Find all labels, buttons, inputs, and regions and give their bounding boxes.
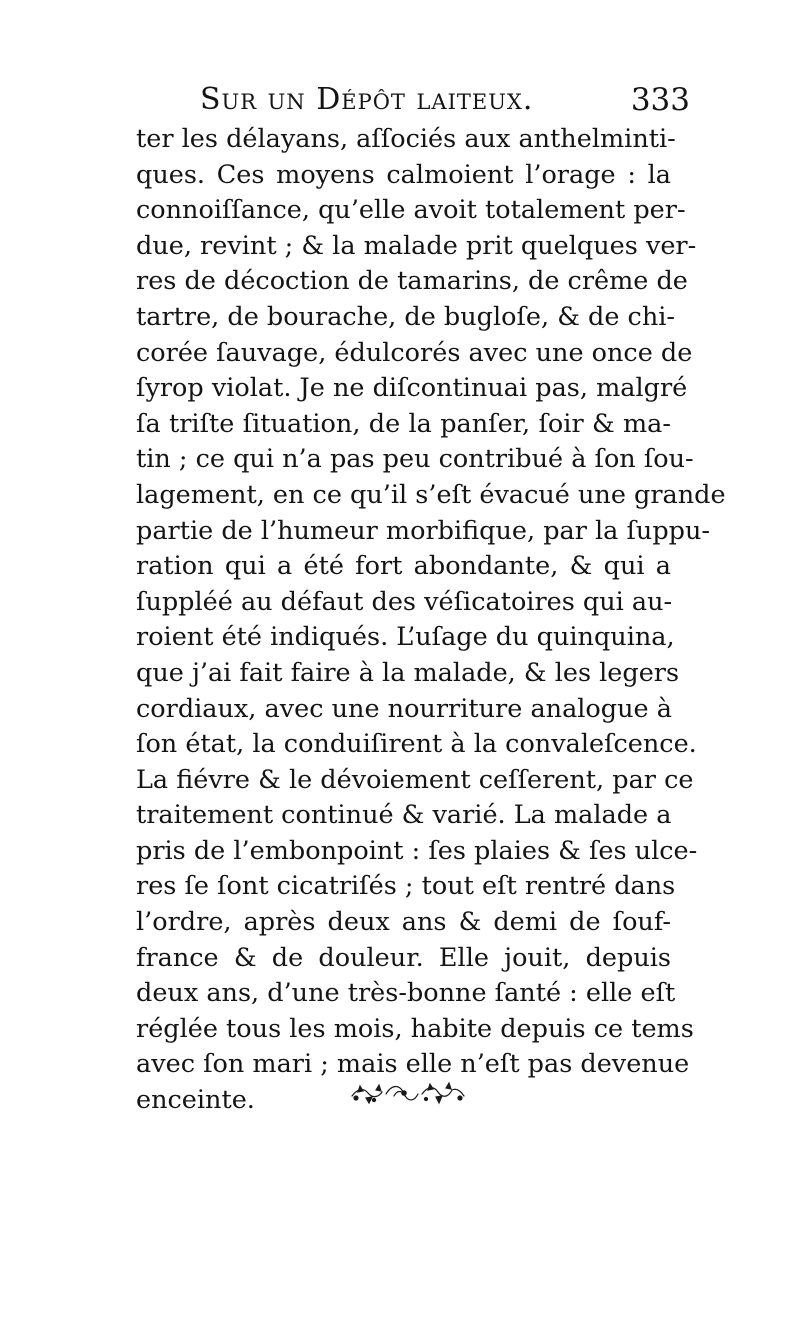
text-line: cordiaux, avec une nourriture analogue à bbox=[136, 693, 672, 724]
text-line: tin ; ce qui n’a pas peu contribué à ſon ſou- bbox=[136, 444, 694, 475]
text-line: ques. Ces moyens calmoient l’orage : la bbox=[136, 159, 671, 190]
text-line: que j’ai fait faire à la malade, & les legers bbox=[136, 657, 680, 688]
text-line: res de décoction de tamarins, de crême de bbox=[136, 266, 688, 297]
page-number: 333 bbox=[630, 82, 690, 118]
text-line: réglée tous les mois, habite depuis ce tems bbox=[136, 1013, 694, 1044]
text-line: avec ſon mari ; mais elle n’eſt pas devenue bbox=[136, 1049, 690, 1080]
running-head bbox=[200, 82, 690, 122]
text-line: pris de l’embonpoint : ſes plaies & ſes ulce- bbox=[136, 835, 698, 866]
text-line: france & de douleur. Elle jouit, depuis bbox=[136, 942, 671, 973]
text-line: ration qui a été fort abondante, & qui a bbox=[136, 551, 671, 582]
text-line: La fiévre & le dévoiement ceſſerent, par ce bbox=[136, 764, 694, 795]
text-line: ſon état, la conduiſirent à la convaleſcence. bbox=[136, 729, 697, 760]
text-line: ſyrop violat. Je ne diſcontinuai pas, malgré bbox=[136, 373, 688, 404]
text-line: traitement continué & varié. La malade a bbox=[136, 800, 672, 831]
text-line: partie de l’humeur morbifique, par la ſuppu- bbox=[136, 515, 711, 546]
body-text bbox=[136, 122, 726, 1119]
text-line: tartre, de bourache, de bugloſe, & de chi- bbox=[136, 301, 676, 332]
ornamental-tailpiece-icon bbox=[348, 1078, 468, 1108]
text-line: deux ans, d’une très-bonne ſanté : elle eſt bbox=[136, 978, 676, 1009]
text-line-last: enceinte. bbox=[136, 1085, 255, 1116]
text-line: ſa triſte ſituation, de la panſer, ſoir & ma- bbox=[136, 408, 671, 439]
text-line: l’ordre, après deux ans & demi de ſouf- bbox=[136, 907, 671, 938]
text-line: due, revint ; & la malade prit quelques ver- bbox=[136, 230, 697, 261]
text-line: roient été indiqués. L’uſage du quinquina, bbox=[136, 622, 675, 653]
text-line: corée ſauvage, édulcorés avec une once de bbox=[136, 337, 693, 368]
text-line: ter les délayans, aſſociés aux anthelminti- bbox=[136, 124, 676, 154]
text-line: lagement, en ce qu’il s’eſt évacué une grande bbox=[136, 479, 726, 510]
text-line: res ſe ſont cicatriſés ; tout eſt rentré dans bbox=[136, 871, 676, 902]
text-line: connoiſſance, qu’elle avoit totalement per- bbox=[136, 195, 686, 226]
text-line: ſuppléé au défaut des véſicatoires qui au- bbox=[136, 586, 673, 617]
running-head-title: Sur un Dépôt laiteux. bbox=[200, 82, 534, 117]
